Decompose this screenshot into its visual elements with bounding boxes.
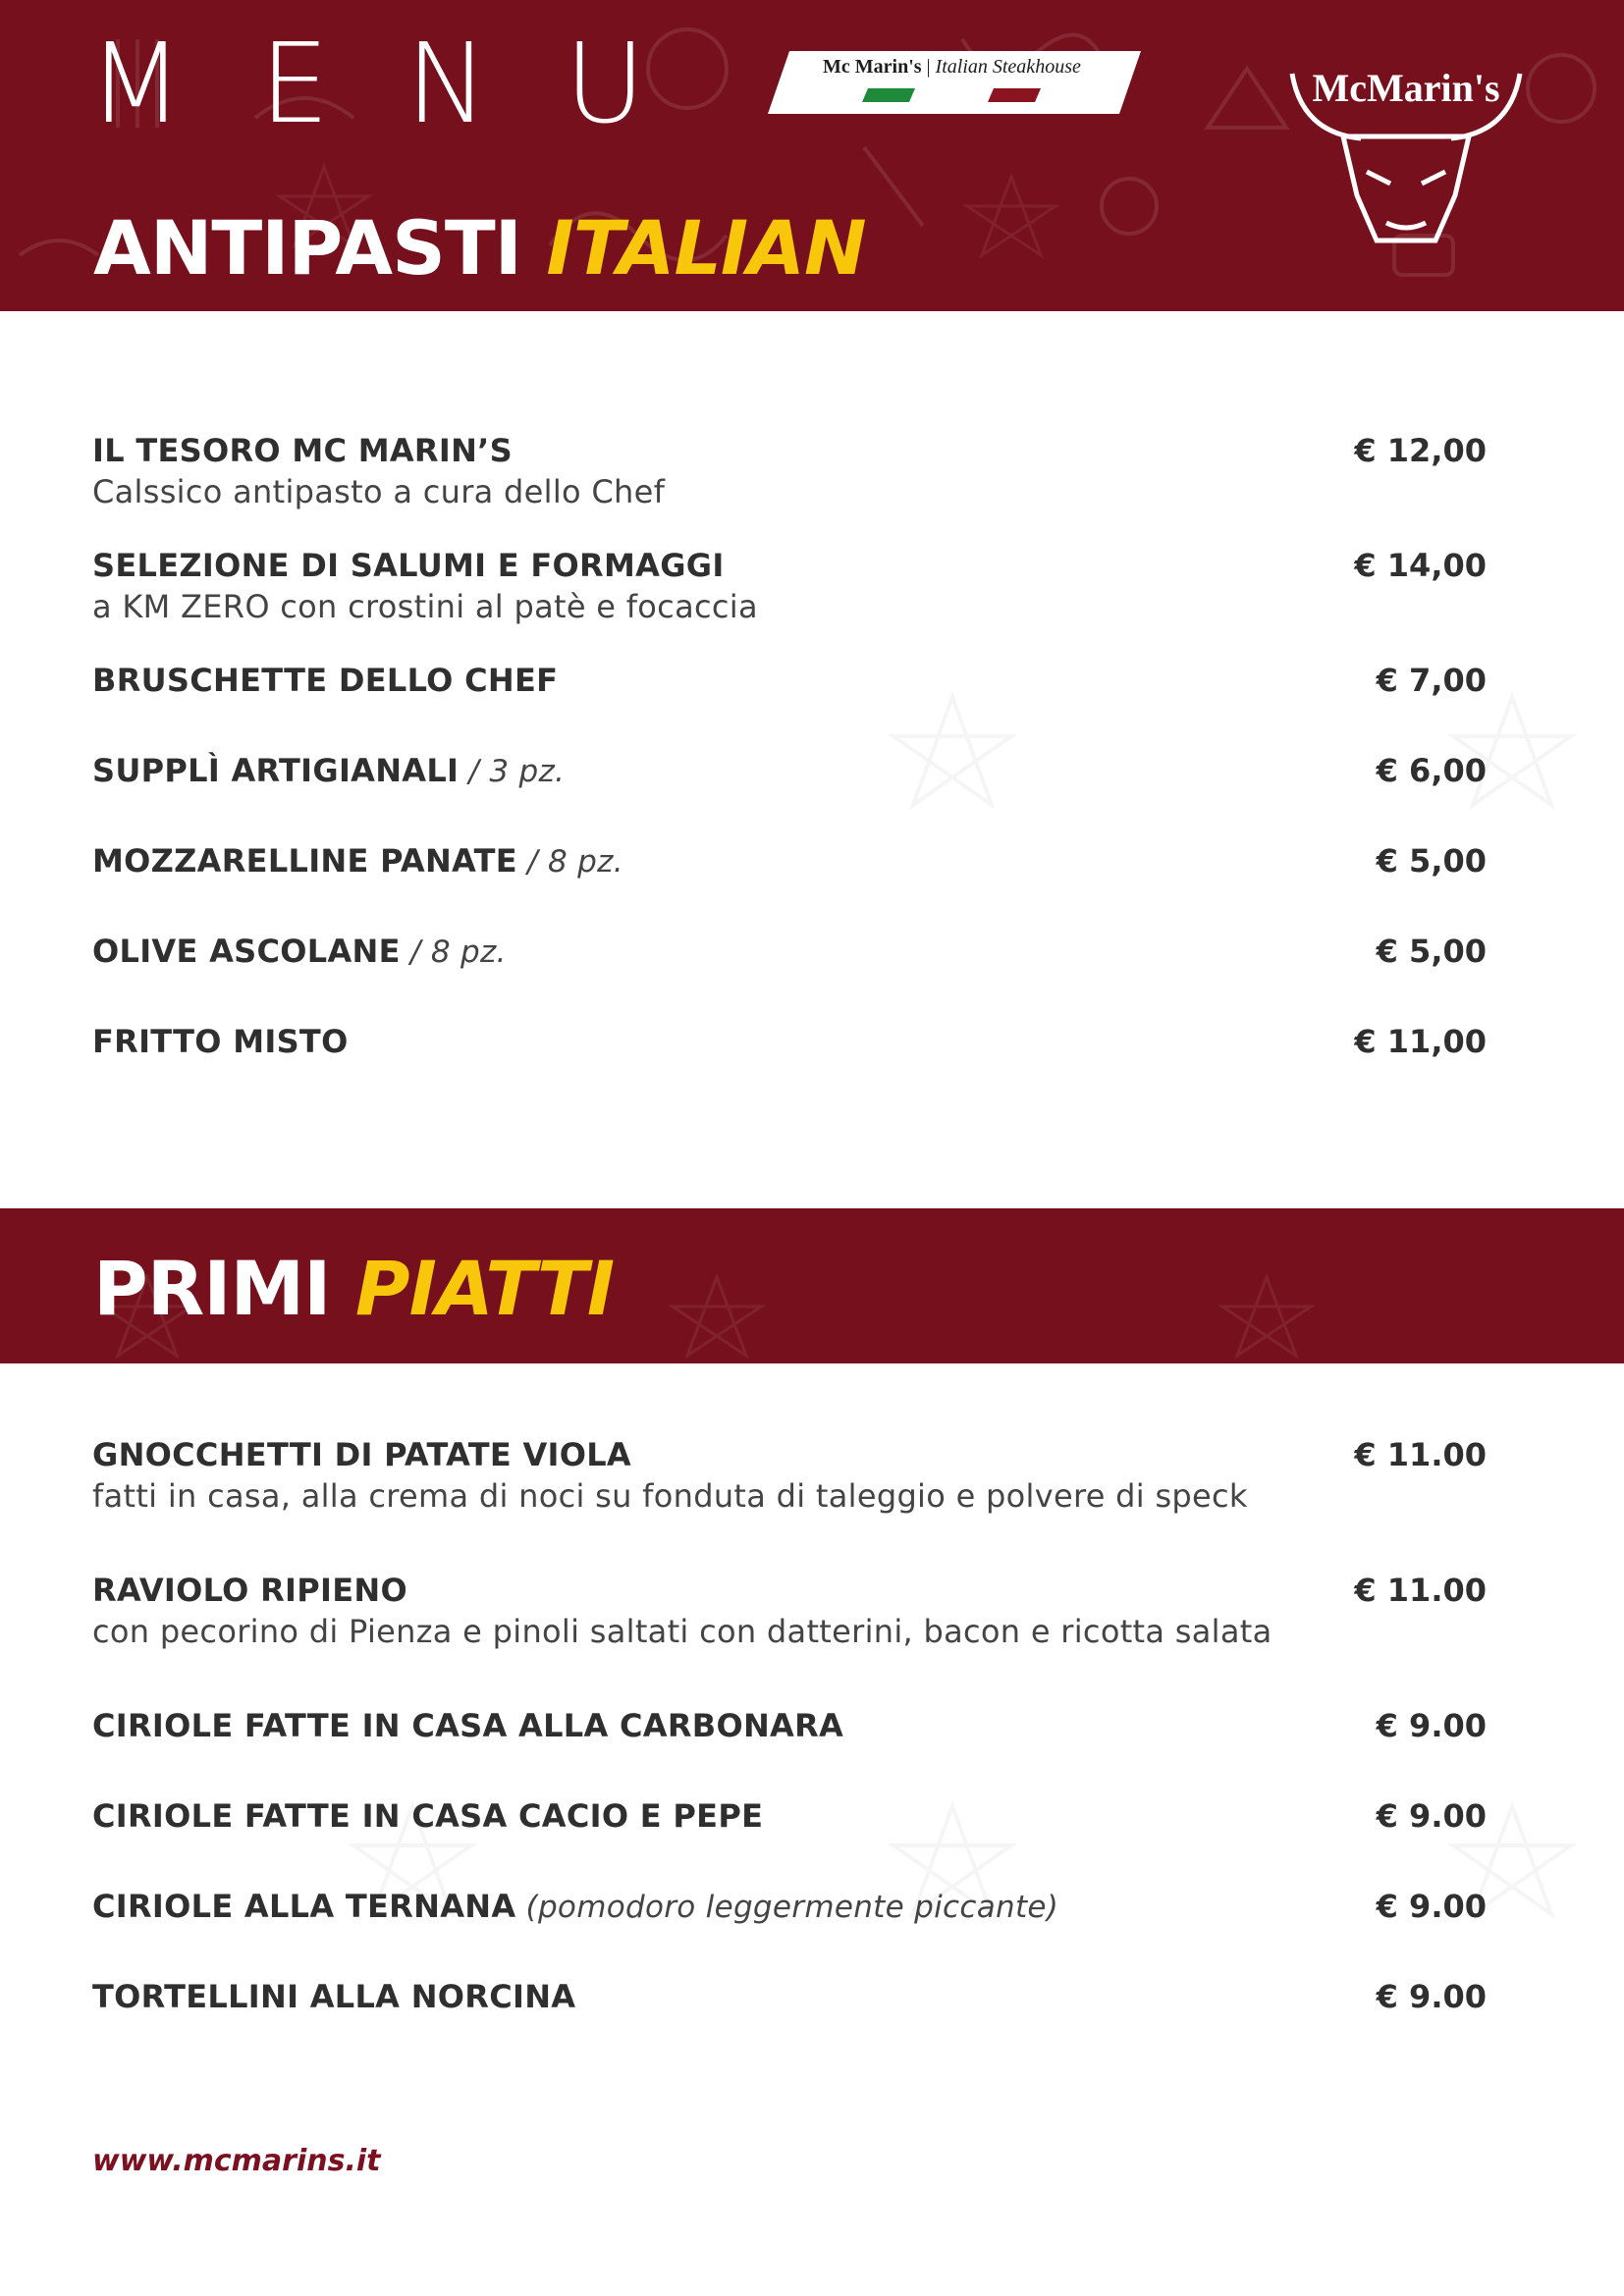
menu-heading: MENU xyxy=(88,21,723,148)
item-price: € 7,00 xyxy=(1376,662,1487,699)
item-quantity: / 3 pz. xyxy=(459,754,566,789)
item-description: a KM ZERO con crostini al patè e focaccia xyxy=(92,588,758,625)
item-name: BRUSCHETTE DELLO CHEF xyxy=(92,662,559,699)
item-name: TORTELLINI ALLA NORCINA xyxy=(92,1978,576,2015)
item-price: € 9.00 xyxy=(1376,1978,1487,2015)
item-name: RAVIOLO RIPIENO xyxy=(92,1572,407,1609)
item-name-text: SUPPLÌ ARTIGIANALI xyxy=(92,752,460,789)
item-price: € 9.00 xyxy=(1376,1707,1487,1744)
item-description: fatti in casa, alla crema di noci su fonduta di taleggio e polvere di speck xyxy=(92,1477,1248,1515)
item-name-text: OLIVE ASCOLANE xyxy=(92,933,401,970)
badge-subtitle: Italian Steakhouse xyxy=(935,56,1081,78)
title-accent: ITALIAN xyxy=(546,204,866,292)
item-price: € 11,00 xyxy=(1354,1023,1487,1060)
badge-separator: | xyxy=(926,56,931,78)
item-quantity: / 8 pz. xyxy=(400,934,507,970)
badge-brand: Mc Marin's xyxy=(823,56,922,78)
website-link[interactable]: www.mcmarins.it xyxy=(92,2144,381,2178)
item-price: € 14,00 xyxy=(1354,547,1487,584)
item-price: € 11.00 xyxy=(1354,1436,1487,1473)
item-price: € 5,00 xyxy=(1376,842,1487,880)
item-note: (pomodoro leggermente piccante) xyxy=(515,1890,1059,1925)
item-name-text: CIRIOLE ALLA TERNANA xyxy=(92,1888,516,1925)
item-description: con pecorino di Pienza e pinoli saltati con datterini, bacon e ricotta salata xyxy=(92,1613,1272,1650)
logo-wordmark: McMarin's xyxy=(1312,66,1500,110)
title-accent: PIATTI xyxy=(354,1245,615,1332)
item-price: € 9.00 xyxy=(1376,1888,1487,1925)
item-name: CIRIOLE FATTE IN CASA ALLA CARBONARA xyxy=(92,1707,844,1744)
item-name: FRITTO MISTO xyxy=(92,1023,349,1060)
item-price: € 9.00 xyxy=(1376,1797,1487,1835)
item-price: € 11.00 xyxy=(1354,1572,1487,1609)
item-quantity: / 8 pz. xyxy=(516,844,623,880)
item-name: CIRIOLE FATTE IN CASA CACIO E PEPE xyxy=(92,1797,764,1835)
item-price: € 5,00 xyxy=(1376,933,1487,970)
item-name: SELEZIONE DI SALUMI E FORMAGGI xyxy=(92,547,725,584)
item-description: Calssico antipasto a cura dello Chef xyxy=(92,473,666,510)
item-price: € 6,00 xyxy=(1376,752,1487,789)
item-name: IL TESORO MC MARIN’S xyxy=(92,432,513,469)
title-main: ANTIPASTI xyxy=(93,204,521,292)
item-name-text: MOZZARELLINE PANATE xyxy=(92,842,517,880)
item-name: GNOCCHETTI DI PATATE VIOLA xyxy=(92,1436,631,1473)
title-main: PRIMI xyxy=(93,1245,331,1332)
item-price: € 12,00 xyxy=(1354,432,1487,469)
